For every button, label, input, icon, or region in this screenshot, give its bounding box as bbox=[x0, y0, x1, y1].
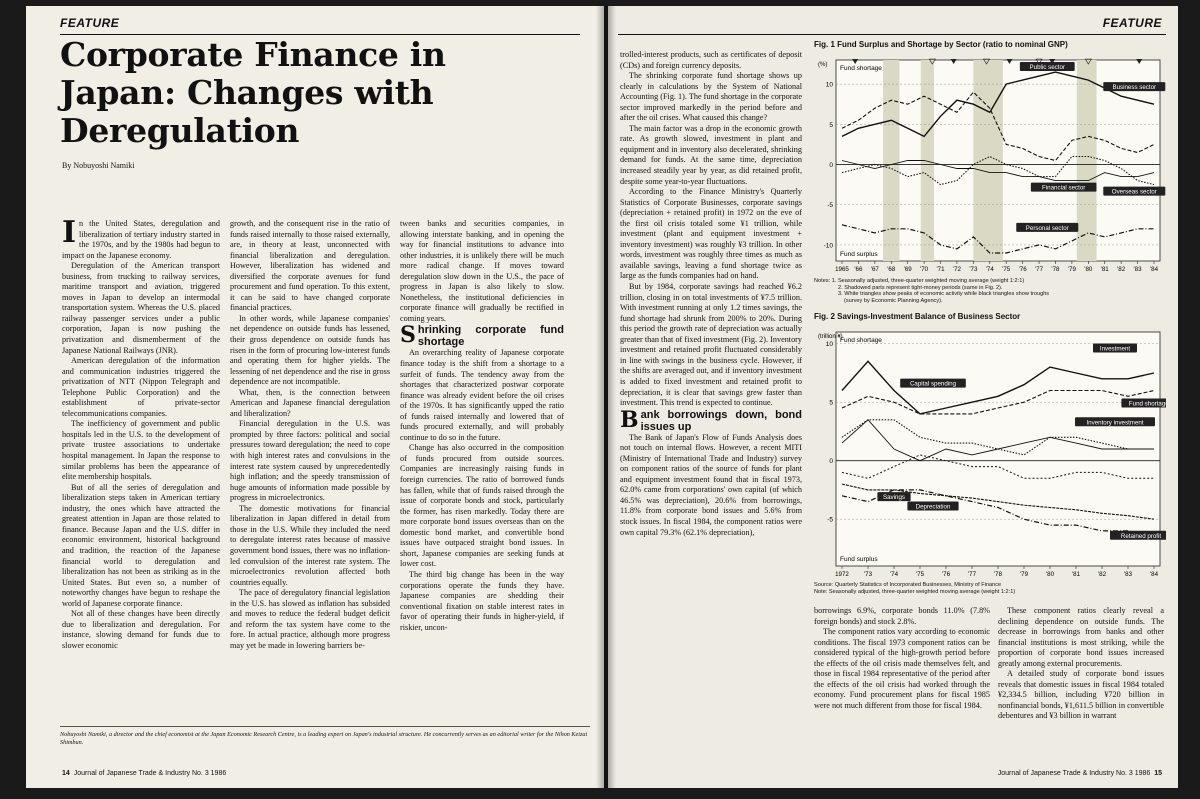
page-folio: Journal of Japanese Trade & Industry No. 3 1986 15 bbox=[997, 770, 1162, 777]
x-tick-label: '73 bbox=[969, 266, 978, 273]
paragraph: Deregulation of the American transport business, from trucking to railway services, maritime transport and aviation, triggered moves in Japan to develop an intermodal transportation system. Whereas the U.S. placed railway passenger services under a public corporation, Japan is now pushing the privatization and dismemberment of the Japanese National Railways (JNR). bbox=[62, 261, 220, 355]
paragraph: The third big change has been in the way corporations operate the funds they have. Japanese companies are shedding their conventional fixation on stable interest rates in favor of operating their funds in higher-yield, if riskier, uncon- bbox=[400, 569, 564, 632]
x-tick-label: '77 bbox=[1035, 266, 1044, 273]
subheading: Bank borrowings down, bond issues up bbox=[620, 406, 802, 433]
paragraph: The Bank of Japan's Flow of Funds Analysis does not touch on internal flows. However, a recent MITI (Ministry of International Trade and Industry) survey on component ratios of the source of funds for plant and equipment investment found that in fiscal 1973, 62.0% came from corporations' own capital (of which 46.5% was depreciation), 20.6% from borrowings, 11.8% from corporate bond issues and 5.6% from stock issues. In fiscal 1984, the component ratios were own capital 79.3% (62.1% depreciation), bbox=[620, 432, 802, 537]
paragraph: What, then, is the connection between American and Japanese financial deregulation and liberalization? bbox=[230, 387, 390, 418]
series-label: Overseas sector bbox=[1111, 188, 1157, 196]
fund-surplus-label: Fund surplus bbox=[840, 251, 878, 258]
y-tick-label: 0 bbox=[829, 458, 833, 466]
x-tick-label: '74 bbox=[889, 571, 899, 578]
x-tick-label: '84 bbox=[1149, 571, 1159, 578]
series-label: Inventory investment bbox=[1086, 419, 1144, 427]
spread-gutter bbox=[596, 6, 616, 788]
series-label: Retained profit bbox=[1120, 532, 1162, 540]
fund-shortage-label: Fund shortage bbox=[840, 337, 882, 344]
paragraph: The domestic motivations for financial liberalization in Japan differed in detail from those in the U.S. While they included the need to deregulate interest rates because of massive government bond issues, there was no inflation-led convulsion of the interest rate system. The microelectronics revolution affected both countries equally. bbox=[230, 503, 390, 587]
x-tick-label: '79 bbox=[1019, 571, 1029, 578]
section-tag: FEATURE bbox=[1102, 16, 1162, 30]
paragraph: Change has also occurred in the composition of funds procured from outside sources. Companies are increasingly raising funds in foreign currencies. The ratio of borrowed funds has fallen, while that of funds raised through the issue of corporate bonds and stock, particularly the former, has risen markedly. Today there are more corporate bond issues overseas than on the domestic bond market, and convertible bond issues have outpaced straight bond issues. In short, Japanese companies are seeking funds at lower cost. bbox=[400, 443, 564, 569]
paragraph: trolled-interest products, such as certificates of deposit (CDs) and foreign currency deposits. bbox=[620, 50, 802, 70]
x-tick-label: '76 bbox=[941, 571, 951, 578]
paragraph: A detailed study of corporate bond issues reveals that domestic issues in fiscal 1984 totaled ¥2,334.5 billion, including ¥720 billion in nonfinancial bonds, ¥1,611.5 billion in convertible debentures and ¥3 billion in warrant bbox=[998, 669, 1164, 721]
fig2-notes: Source: Quarterly Statistics of Incorporated Businesses, Ministry of Finance Note: Seasonally adjusted, three-quarter weighted moving average (weight 1:2:1) bbox=[814, 582, 1016, 595]
paragraph: But by 1984, corporate savings had reached ¥6.2 trillion, closing in on total investments of ¥7.5 trillion. With investment running at only 1.2 times savings, the fund shortage had shrunk from 200% to 20%. During this period the growth rate of depreciation was actually greater than that of fixed investment (Fig. 2). Inventory investment and retained profit fluctuated considerably in line with swings in the business cycle. However, if the shifts are averaged out, and if inventory investment is added to fixed investment and retained profit to depreciation, it is clear that savings grew faster than investment. This trend is expected to continue. bbox=[620, 282, 802, 408]
fig2-title: Fig. 2 Savings-Investment Balance of Business Sector bbox=[814, 312, 1021, 321]
x-tick-label: '84 bbox=[1149, 266, 1159, 273]
right-page bbox=[608, 6, 1178, 788]
paragraph: The pace of deregulatory financial legislation in the U.S. has slowed as inflation has subsided and moves to reduce the federal budget deficit and reform the tax system have come to the fore. In actual practice, although more progress may yet be made in lowering barriers be- bbox=[230, 588, 390, 650]
paragraph: tween banks and securities companies, in allowing interstate banking, and in opening the way for financial institutions to advance into other industries, it is unlikely there will be much more radical change. If moves toward deregulation slow down in the U.S., the pace of progress in Japan is also likely to slow. Nonetheless, the institutional deficiencies in corporate finance will gradually be rectified in coming years. bbox=[400, 219, 564, 323]
x-tick-label: '66 bbox=[854, 266, 863, 273]
series-label: Capital spending bbox=[909, 380, 957, 388]
x-tick-label: '83 bbox=[1123, 571, 1133, 578]
y-tick-label: 0 bbox=[829, 162, 833, 170]
series-label: Financial sector bbox=[1042, 184, 1086, 192]
x-tick-label: 1965 bbox=[835, 266, 849, 273]
x-tick-label: '80 bbox=[1045, 571, 1055, 578]
paragraph: But of all the series of deregulation and liberalization steps taken in American tertiary industry, the ones which have attracted the greatest attention in Japan are those related to finance. Because Japan and the U.S. differ in economic environment, historical background and tradition, the reaction of the Japanese financial world to deregulation and liberalization has not been as striking as in the United States. But even so, a number of noteworthy changes have begun to reshape the world of Japanese corporate finance. bbox=[62, 482, 220, 608]
x-tick-label: '80 bbox=[1084, 266, 1093, 273]
paragraph: In the United States, deregulation and liberalization of tertiary industry started in the 1970s, and by the 1980s had begun to impact on the Japanese economy. bbox=[62, 215, 220, 260]
paragraph: According to the Finance Ministry's Quarterly Statistics of Corporate Businesses, corporate savings (depreciation + retained profit) in 1972 on the eve of the first oil crisis totaled some ¥1 trillion, while investment (plant and equipment investment + inventory investment) was roughly ¥3 trillion. In other words, investment was roughly three times as much as available savings, leaving a fund shortage twice as large as the funds companies had on hand. bbox=[620, 187, 802, 281]
drop-cap: I bbox=[62, 215, 77, 250]
fig1-title: Fig. 1 Fund Surplus and Shortage by Sector (ratio to nominal GNP) bbox=[814, 40, 1068, 49]
y-tick-label: 10 bbox=[825, 81, 833, 89]
y-tick-label: -5 bbox=[827, 202, 833, 210]
series-label: Savings bbox=[882, 494, 906, 502]
article-headline: Corporate Finance in Japan: Changes with Deregulation bbox=[60, 35, 446, 150]
x-tick-label: '68 bbox=[887, 266, 896, 273]
fig1-svg bbox=[814, 52, 1166, 277]
paragraph: growth, and the consequent rise in the ratio of funds raised internally to those raised externally, are, in theory at least, unconnected with financial liberalization and deregulation. However, liberalization has widened and diversified the corporate avenues for fund procurement and fund operation. To this extent, it can be said to have changed corporate financial practices. bbox=[230, 219, 390, 313]
fig2-chart bbox=[814, 324, 1166, 582]
section-tag: FEATURE bbox=[60, 16, 120, 30]
y-axis-label: (%) bbox=[818, 62, 828, 68]
subheading: Shrinking corporate fund shortage bbox=[400, 322, 564, 349]
paragraph: These component ratios clearly reveal a declining dependence on outside funds. The decrease in borrowings from banks and other financial institutions is most striking, while the proportion of corporate bond issues increased greatly among external procurements. bbox=[998, 606, 1164, 668]
y-tick-label: 10 bbox=[825, 341, 833, 349]
paragraph: borrowings 6.9%, corporate bonds 11.0% (7.8% foreign bonds) and stock 2.8%. bbox=[814, 606, 990, 626]
x-tick-label: '81 bbox=[1071, 571, 1081, 578]
fig2-svg bbox=[814, 324, 1166, 582]
x-tick-label: '82 bbox=[1097, 571, 1107, 578]
byline: By Nobuyoshi Namiki bbox=[62, 161, 135, 170]
x-tick-label: '79 bbox=[1067, 266, 1076, 273]
left-column-2 bbox=[230, 219, 390, 724]
x-tick-label: '82 bbox=[1117, 266, 1126, 273]
header-rule bbox=[618, 34, 1166, 35]
x-tick-label: '81 bbox=[1100, 266, 1109, 273]
paragraph: The inefficiency of government and public hospitals led in the U.S. to the development of private trustee associations to undertake hospital management. In Japan the response to similar problems has been the appearance of elite membership hospitals. bbox=[62, 419, 220, 482]
tight-money-band bbox=[1077, 60, 1097, 261]
x-tick-label: '76 bbox=[1018, 266, 1027, 273]
x-tick-label: '83 bbox=[1133, 266, 1142, 273]
paragraph: The main factor was a drop in the economic growth rate. As growth slowed, investment in plant and equipment and in inventory also decelerated, shrinking demand for funds. At the same time, depreciation increased steadily year by year, as did retained profit, despite some year-to-year fluctuations. bbox=[620, 123, 802, 186]
series-label: Business sector bbox=[1112, 84, 1157, 92]
paragraph: An overarching reality of Japanese corporate finance today is the shift from a shortage to a surfeit of funds. The tendency away from the shortages that characterized postwar corporate finance was already evident before the oil crises of the 1970s. It has significantly upped the ratio of funds raised internally and lowered that of funds procured externally, and will probably continue to do so in the future. bbox=[400, 348, 564, 442]
x-tick-label: '74 bbox=[985, 266, 994, 273]
right-column-1 bbox=[620, 50, 802, 740]
y-tick-label: -5 bbox=[827, 516, 833, 524]
x-tick-label: 1972 bbox=[835, 571, 849, 578]
y-tick-label: -10 bbox=[823, 242, 833, 250]
x-tick-label: '71 bbox=[936, 266, 945, 273]
paragraph: American deregulation of the information and communication industries triggered the privatization of NTT (Nippon Telegraph and Telephone Public Corporation) and the establishment of private-sector telecommunications companies. bbox=[62, 356, 220, 418]
x-tick-label: '73 bbox=[863, 571, 873, 578]
x-tick-label: '75 bbox=[915, 571, 925, 578]
left-column-1 bbox=[62, 215, 220, 719]
right-column-2 bbox=[814, 606, 990, 746]
paragraph: The component ratios vary according to economic conditions. The fiscal 1973 component ratios can be considered typical of the high-growth period before the effects of the oil crisis made themselves felt, and those in fiscal 1984 representative of the period after the effects of the oil crisis had worked through the economy. Fund procurement plans for fiscal 1985 were not much different from those for fiscal 1984. bbox=[814, 627, 990, 710]
x-tick-label: '70 bbox=[920, 266, 929, 273]
x-tick-label: '72 bbox=[952, 266, 961, 273]
y-tick-label: 5 bbox=[829, 399, 833, 407]
series-label: Personal sector bbox=[1025, 224, 1069, 232]
x-tick-label: '67 bbox=[870, 266, 879, 273]
x-tick-label: '75 bbox=[1002, 266, 1011, 273]
series-label: Fund shortage bbox=[1128, 400, 1166, 408]
x-tick-label: '77 bbox=[967, 571, 977, 578]
y-axis-label: (trillion ¥) bbox=[818, 334, 843, 340]
paragraph: Financial deregulation in the U.S. was prompted by three factors: political and social pressures toward deregulation; the need to cope with high interest rates and convulsions in the interest rate system caused by unprecedentedly high inflation; and the speedy transmission of huge amounts of information made possible by progress in microelectronics. bbox=[230, 419, 390, 503]
series-label: Investment bbox=[1099, 345, 1131, 353]
page-folio: 14 Journal of Japanese Trade & Industry No. 3 1986 bbox=[62, 770, 227, 777]
right-column-3 bbox=[998, 606, 1164, 746]
fig1-chart bbox=[814, 52, 1166, 277]
x-tick-label: '78 bbox=[993, 571, 1003, 578]
left-page bbox=[26, 6, 604, 788]
x-tick-label: '78 bbox=[1051, 266, 1060, 273]
left-column-3 bbox=[400, 219, 564, 724]
paragraph: The shrinking corporate fund shortage shows up clearly in calculations by the System of National Accounting (Fig. 1). The fund shortage in the corporate sector improved markedly in the period before and after the oil crises. What caused this change? bbox=[620, 71, 802, 123]
paragraph: In other words, while Japanese companies' net dependence on outside funds has lessened, their gross dependence on outside funds has risen in the form of procuring low-interest funds and operating them for higher yields. The lessening of net dependence and the rise in gross dependence are not incompatible. bbox=[230, 313, 390, 387]
fig1-notes: Notes: 1. Seasonally adjusted, three-quarter weighted moving average (weight 1:2:1) 2. Shadowed parts represent tight-money periods (same in Fig. 2). 3. White triangles show peaks of economic activity while black triangles show troughs (survey by Economic Planning Agency). bbox=[814, 278, 1050, 304]
fund-shortage-label: Fund shortage bbox=[840, 65, 882, 72]
paragraph: Not all of these changes have been directly due to liberalization and deregulation. For instance, slowing demand for funds due to slower economic bbox=[62, 609, 220, 650]
y-tick-label: 5 bbox=[829, 121, 833, 129]
author-footnote: Nobuyoshi Namiki, a director and the chief economist at the Japan Economic Research Centre, is a leading expert on Japan's industrial structure. He concurrently serves as an editorial writer for the Nihon Keizai Shimbun. bbox=[60, 726, 590, 747]
series-label: Public sector bbox=[1029, 64, 1065, 72]
fund-surplus-label: Fund surplus bbox=[840, 556, 878, 563]
x-tick-label: '69 bbox=[903, 266, 912, 273]
series-label: Depreciation bbox=[915, 503, 951, 511]
